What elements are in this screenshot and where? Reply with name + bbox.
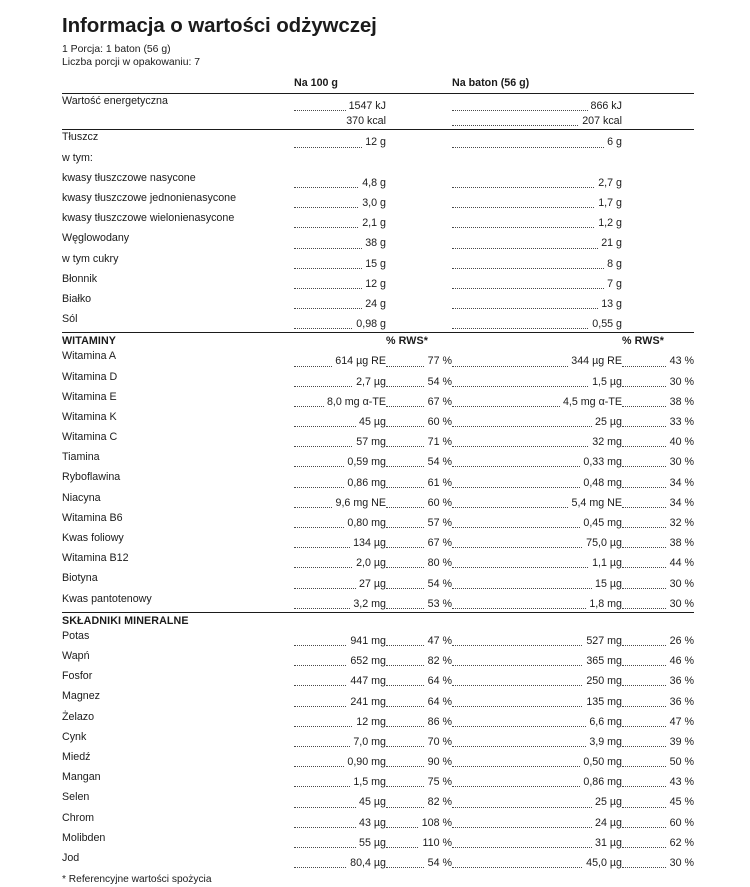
row-pct-per-100g <box>386 151 452 171</box>
row-value-per-100g: 134 µg <box>294 531 386 551</box>
row-value-per-bar: 1,2 g <box>452 211 622 231</box>
row-pct-per-bar: 36 % <box>622 689 694 709</box>
row-value-per-bar: 6 g <box>452 130 622 151</box>
row-value-per-bar: 24 µg <box>452 811 622 831</box>
column-header-pct-rws-2: % RWS* <box>622 333 694 350</box>
row-value-per-bar: 6,6 mg <box>452 710 622 730</box>
row-value-per-100g: 1,5 mg <box>294 770 386 790</box>
row-label: Sól <box>62 312 294 333</box>
row-value-per-100g: 55 µg <box>294 831 386 851</box>
row-value-per-100g: 38 g <box>294 231 386 251</box>
table-row <box>62 94 694 115</box>
row-value-per-bar: 25 µg <box>452 790 622 810</box>
row-label: Błonnik <box>62 272 294 292</box>
table-row <box>62 592 694 613</box>
row-pct-per-100g: 60 % <box>386 410 452 430</box>
row-label: kwasy tłuszczowe wielonienasycone <box>62 211 294 231</box>
row-pct-per-bar: 26 % <box>622 629 694 649</box>
page-title: Informacja o wartości odżywczej <box>62 14 377 37</box>
row-value-per-bar: 207 kcal <box>452 114 622 130</box>
table-row <box>62 571 694 591</box>
section-title: SKŁADNIKI MINERALNE <box>62 612 694 629</box>
row-pct-per-100g: 82 % <box>386 649 452 669</box>
row-value-per-100g: 1547 kJ <box>294 94 386 115</box>
column-header-row <box>62 76 694 94</box>
row-value-per-100g: 0,98 g <box>294 312 386 333</box>
row-label: Ryboflawina <box>62 470 294 490</box>
row-pct-per-100g: 108 % <box>386 811 452 831</box>
row-pct-per-100g: 75 % <box>386 770 452 790</box>
row-value-per-100g: 370 kcal <box>294 114 386 130</box>
row-value-per-100g: 12 mg <box>294 710 386 730</box>
row-pct-per-bar: 32 % <box>622 511 694 531</box>
row-pct-per-100g <box>386 231 452 251</box>
row-pct-per-bar: 47 % <box>622 710 694 730</box>
row-value-per-100g: 12 g <box>294 130 386 151</box>
table-row <box>62 191 694 211</box>
row-value-per-100g: 0,86 mg <box>294 470 386 490</box>
row-label: Wapń <box>62 649 294 669</box>
row-pct-per-bar: 30 % <box>622 571 694 591</box>
row-label: Wartość energetyczna <box>62 94 294 115</box>
row-value-per-100g: 652 mg <box>294 649 386 669</box>
table-row <box>62 491 694 511</box>
table-row <box>62 669 694 689</box>
row-pct-per-bar <box>622 231 694 251</box>
column-header-per-100g: Na 100 g <box>294 77 338 89</box>
row-pct-per-100g: 110 % <box>386 831 452 851</box>
row-value-per-bar: 1,1 µg <box>452 551 622 571</box>
row-value-per-100g: 45 µg <box>294 790 386 810</box>
row-value-per-100g: 2,0 µg <box>294 551 386 571</box>
row-label: Witamina D <box>62 370 294 390</box>
row-value-per-bar: 1,8 mg <box>452 592 622 613</box>
table-row <box>62 730 694 750</box>
row-pct-per-bar: 45 % <box>622 790 694 810</box>
row-value-per-bar: 365 mg <box>452 649 622 669</box>
section-header-vitamins <box>62 333 694 350</box>
table-row <box>62 470 694 490</box>
column-header-per-bar: Na baton (56 g) <box>452 77 530 89</box>
table-row <box>62 851 694 871</box>
row-label: Miedź <box>62 750 294 770</box>
row-label: Cynk <box>62 730 294 750</box>
section-spacer-1 <box>294 333 386 350</box>
row-value-per-bar: 75,0 µg <box>452 531 622 551</box>
row-pct-per-100g <box>386 171 452 191</box>
row-pct-per-100g <box>386 114 452 130</box>
row-pct-per-100g <box>386 191 452 211</box>
row-value-per-100g: 27 µg <box>294 571 386 591</box>
row-value-per-bar: 4,5 mg α-TE <box>452 390 622 410</box>
row-value-per-bar: 1,7 g <box>452 191 622 211</box>
row-pct-per-bar: 39 % <box>622 730 694 750</box>
row-value-per-100g <box>294 151 386 171</box>
row-pct-per-bar: 30 % <box>622 450 694 470</box>
table-row <box>62 312 694 333</box>
row-value-per-bar: 5,4 mg NE <box>452 491 622 511</box>
row-value-per-bar: 7 g <box>452 272 622 292</box>
row-value-per-bar: 3,9 mg <box>452 730 622 750</box>
table-row <box>62 629 694 649</box>
row-value-per-100g: 3,0 g <box>294 191 386 211</box>
row-pct-per-100g: 54 % <box>386 450 452 470</box>
row-pct-per-100g: 67 % <box>386 390 452 410</box>
servings-per-container-text: Liczba porcji w opakowaniu: 7 <box>62 56 201 68</box>
row-value-per-100g: 941 mg <box>294 629 386 649</box>
row-pct-per-bar: 43 % <box>622 349 694 369</box>
row-pct-per-100g: 82 % <box>386 790 452 810</box>
table-row <box>62 790 694 810</box>
row-value-per-bar: 866 kJ <box>452 94 622 115</box>
row-label: Kwas pantotenowy <box>62 592 294 613</box>
table-row <box>62 252 694 272</box>
row-label: Chrom <box>62 811 294 831</box>
row-value-per-100g: 0,90 mg <box>294 750 386 770</box>
row-value-per-100g: 15 g <box>294 252 386 272</box>
row-value-per-bar: 31 µg <box>452 831 622 851</box>
row-value-per-100g: 43 µg <box>294 811 386 831</box>
row-pct-per-bar <box>622 312 694 333</box>
row-value-per-bar: 45,0 µg <box>452 851 622 871</box>
row-pct-per-bar: 34 % <box>622 470 694 490</box>
footnote-rws: * Referencyjne wartości spożycia <box>62 874 212 886</box>
row-pct-per-bar <box>622 114 694 130</box>
row-label: Witamina K <box>62 410 294 430</box>
table-row <box>62 750 694 770</box>
row-value-per-bar: 15 µg <box>452 571 622 591</box>
row-value-per-100g: 614 µg RE <box>294 349 386 369</box>
table-row <box>62 710 694 730</box>
row-pct-per-100g <box>386 292 452 312</box>
row-pct-per-bar <box>622 252 694 272</box>
row-label: Potas <box>62 629 294 649</box>
row-value-per-100g: 80,4 µg <box>294 851 386 871</box>
row-pct-per-bar <box>622 211 694 231</box>
row-value-per-bar: 32 mg <box>452 430 622 450</box>
row-value-per-bar: 344 µg RE <box>452 349 622 369</box>
row-pct-per-100g: 57 % <box>386 511 452 531</box>
row-label: Tiamina <box>62 450 294 470</box>
table-row <box>62 370 694 390</box>
row-pct-per-bar: 34 % <box>622 491 694 511</box>
row-pct-per-100g: 71 % <box>386 430 452 450</box>
row-label: Witamina E <box>62 390 294 410</box>
row-value-per-bar: 0,48 mg <box>452 470 622 490</box>
row-value-per-100g: 12 g <box>294 272 386 292</box>
row-pct-per-100g: 54 % <box>386 571 452 591</box>
row-label <box>62 114 294 130</box>
serving-size-text: 1 Porcja: 1 baton (56 g) <box>62 43 171 55</box>
row-pct-per-bar <box>622 171 694 191</box>
column-header-spacer <box>62 76 294 94</box>
row-value-per-100g: 4,8 g <box>294 171 386 191</box>
row-pct-per-bar: 30 % <box>622 592 694 613</box>
row-pct-per-100g <box>386 94 452 115</box>
table-row <box>62 770 694 790</box>
row-pct-per-100g <box>386 272 452 292</box>
row-pct-per-bar <box>622 191 694 211</box>
row-label: w tym: <box>62 151 294 171</box>
table-row <box>62 410 694 430</box>
row-value-per-100g: 447 mg <box>294 669 386 689</box>
row-label: Mangan <box>62 770 294 790</box>
row-value-per-bar: 135 mg <box>452 689 622 709</box>
table-row <box>62 649 694 669</box>
row-label: Niacyna <box>62 491 294 511</box>
row-label: w tym cukry <box>62 252 294 272</box>
row-pct-per-100g: 67 % <box>386 531 452 551</box>
row-value-per-bar: 1,5 µg <box>452 370 622 390</box>
row-value-per-bar: 0,86 mg <box>452 770 622 790</box>
row-value-per-bar <box>452 151 622 171</box>
table-row <box>62 811 694 831</box>
row-value-per-bar: 8 g <box>452 252 622 272</box>
row-pct-per-bar <box>622 94 694 115</box>
row-label: Witamina B6 <box>62 511 294 531</box>
row-pct-per-bar: 38 % <box>622 390 694 410</box>
table-row <box>62 130 694 151</box>
table-row <box>62 551 694 571</box>
row-pct-per-100g: 54 % <box>386 370 452 390</box>
row-pct-per-bar: 40 % <box>622 430 694 450</box>
row-value-per-bar: 0,45 mg <box>452 511 622 531</box>
row-value-per-bar: 21 g <box>452 231 622 251</box>
row-pct-per-100g <box>386 312 452 333</box>
row-pct-per-100g <box>386 211 452 231</box>
row-pct-per-100g: 64 % <box>386 669 452 689</box>
row-label: Fosfor <box>62 669 294 689</box>
row-value-per-100g: 8,0 mg α-TE <box>294 390 386 410</box>
row-label: kwasy tłuszczowe nasycone <box>62 171 294 191</box>
row-pct-per-bar: 62 % <box>622 831 694 851</box>
table-row <box>62 292 694 312</box>
row-pct-per-100g: 61 % <box>386 470 452 490</box>
row-pct-per-bar: 30 % <box>622 370 694 390</box>
row-value-per-100g: 0,80 mg <box>294 511 386 531</box>
section-title: WITAMINY <box>62 333 294 350</box>
row-label: Tłuszcz <box>62 130 294 151</box>
table-row <box>62 531 694 551</box>
row-value-per-bar: 13 g <box>452 292 622 312</box>
row-pct-per-bar: 43 % <box>622 770 694 790</box>
row-value-per-bar: 0,50 mg <box>452 750 622 770</box>
table-row <box>62 171 694 191</box>
row-value-per-bar: 527 mg <box>452 629 622 649</box>
row-value-per-100g: 9,6 mg NE <box>294 491 386 511</box>
row-pct-per-bar <box>622 292 694 312</box>
nutrition-table <box>62 76 694 871</box>
row-value-per-100g: 3,2 mg <box>294 592 386 613</box>
row-label: Biotyna <box>62 571 294 591</box>
row-value-per-100g: 2,1 g <box>294 211 386 231</box>
row-label: Witamina C <box>62 430 294 450</box>
row-pct-per-100g: 86 % <box>386 710 452 730</box>
row-value-per-100g: 0,59 mg <box>294 450 386 470</box>
row-value-per-100g: 45 µg <box>294 410 386 430</box>
table-row <box>62 349 694 369</box>
row-value-per-100g: 24 g <box>294 292 386 312</box>
row-pct-per-bar: 38 % <box>622 531 694 551</box>
row-pct-per-100g: 80 % <box>386 551 452 571</box>
row-value-per-bar: 25 µg <box>452 410 622 430</box>
column-header-pct-rws-1: % RWS* <box>386 333 452 350</box>
row-label: kwasy tłuszczowe jednonienasycone <box>62 191 294 211</box>
row-pct-per-100g: 54 % <box>386 851 452 871</box>
row-pct-per-bar: 33 % <box>622 410 694 430</box>
row-value-per-bar: 0,55 g <box>452 312 622 333</box>
table-row <box>62 430 694 450</box>
row-pct-per-100g: 64 % <box>386 689 452 709</box>
row-pct-per-bar <box>622 272 694 292</box>
row-label: Witamina B12 <box>62 551 294 571</box>
table-row <box>62 151 694 171</box>
row-label: Kwas foliowy <box>62 531 294 551</box>
row-pct-per-bar: 46 % <box>622 649 694 669</box>
row-label: Molibden <box>62 831 294 851</box>
table-row <box>62 450 694 470</box>
row-pct-per-100g: 53 % <box>386 592 452 613</box>
row-value-per-bar: 2,7 g <box>452 171 622 191</box>
table-row <box>62 390 694 410</box>
table-row <box>62 114 694 130</box>
row-value-per-bar: 0,33 mg <box>452 450 622 470</box>
row-pct-per-bar: 44 % <box>622 551 694 571</box>
row-label: Jod <box>62 851 294 871</box>
row-pct-per-100g: 60 % <box>386 491 452 511</box>
section-spacer-2 <box>452 333 622 350</box>
row-label: Witamina A <box>62 349 294 369</box>
row-pct-per-100g <box>386 252 452 272</box>
row-pct-per-100g: 90 % <box>386 750 452 770</box>
section-header-minerals <box>62 612 694 629</box>
table-row <box>62 689 694 709</box>
row-pct-per-bar: 50 % <box>622 750 694 770</box>
row-label: Białko <box>62 292 294 312</box>
row-pct-per-bar <box>622 130 694 151</box>
table-row <box>62 511 694 531</box>
row-label: Selen <box>62 790 294 810</box>
table-row <box>62 831 694 851</box>
row-pct-per-100g: 70 % <box>386 730 452 750</box>
row-value-per-bar: 250 mg <box>452 669 622 689</box>
table-row <box>62 231 694 251</box>
row-pct-per-bar <box>622 151 694 171</box>
table-row <box>62 211 694 231</box>
row-value-per-100g: 241 mg <box>294 689 386 709</box>
row-pct-per-100g <box>386 130 452 151</box>
row-label: Magnez <box>62 689 294 709</box>
row-pct-per-bar: 36 % <box>622 669 694 689</box>
row-pct-per-100g: 47 % <box>386 629 452 649</box>
table-row <box>62 272 694 292</box>
row-label: Węglowodany <box>62 231 294 251</box>
row-value-per-100g: 57 mg <box>294 430 386 450</box>
row-pct-per-bar: 60 % <box>622 811 694 831</box>
row-pct-per-bar: 30 % <box>622 851 694 871</box>
row-value-per-100g: 7,0 mg <box>294 730 386 750</box>
row-label: Żelazo <box>62 710 294 730</box>
row-pct-per-100g: 77 % <box>386 349 452 369</box>
row-value-per-100g: 2,7 µg <box>294 370 386 390</box>
